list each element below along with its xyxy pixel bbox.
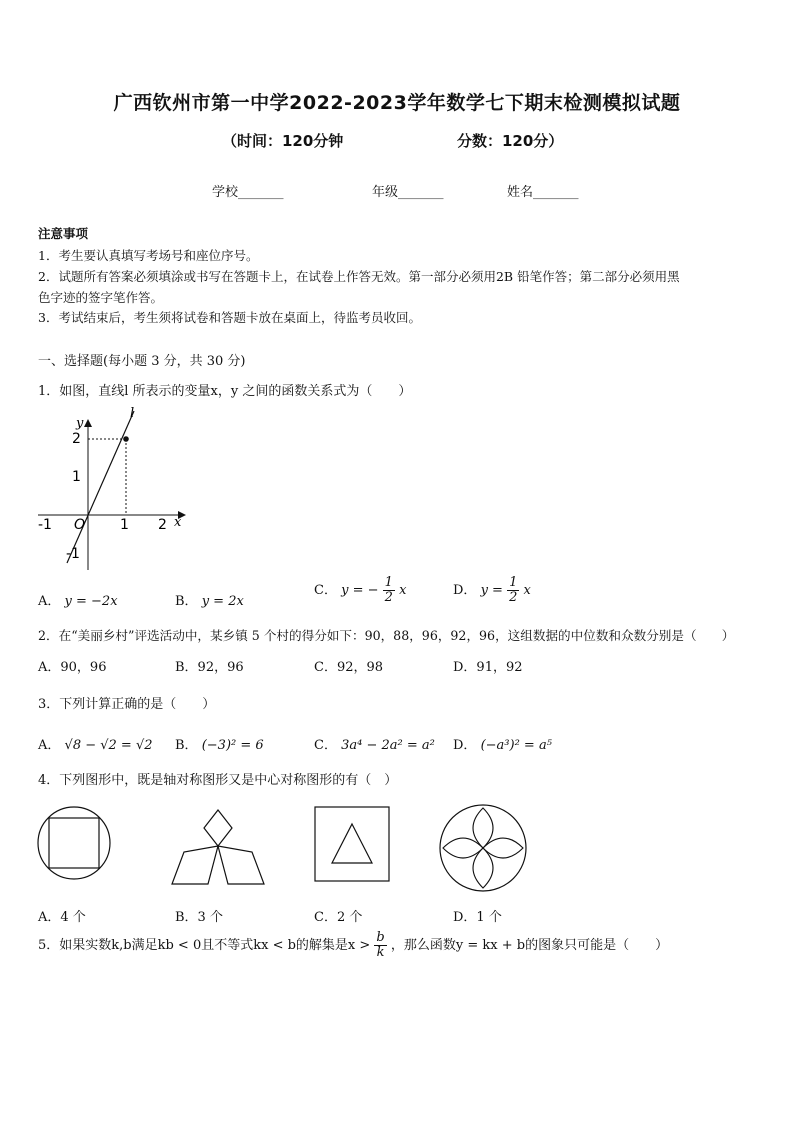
q5-stem-pre: 5．如果实数k,b满足kb < 0且不等式kx < b的解集是x > (38, 938, 371, 953)
option-label: A． (38, 594, 61, 609)
notice-heading: 注意事项 (38, 226, 89, 241)
school-field[interactable]: 学校_______ (212, 185, 284, 200)
figure-square-triangle (314, 806, 392, 884)
q4-option-b[interactable]: B．3 个 (175, 910, 223, 925)
fraction-den: k (376, 945, 385, 960)
q2-option-c[interactable]: C．92，98 (314, 660, 384, 675)
q2-option-b[interactable]: B．92，96 (175, 660, 244, 675)
option-expr: 3a⁴ − 2a² = a² (341, 738, 435, 753)
y-tick: -1 (66, 546, 80, 562)
option-label: B． (175, 738, 198, 753)
exam-title: 广西钦州市第一中学2022-2023学年数学七下期末检测模拟试题 (113, 92, 681, 114)
exam-score: 分数：120分） (457, 132, 564, 150)
x-tick: -1 (38, 517, 52, 533)
notice-item: 3．考试结束后，考生须将试卷和答题卡放在桌面上，待监考员收回。 (38, 310, 421, 325)
option-expr: (−3)² = 6 (201, 738, 264, 753)
fraction (374, 931, 386, 960)
q5-stem-post: ，那么函数y = kx + b的图象只可能是（ ） (390, 938, 669, 953)
option-expr-pre: y = − (341, 583, 379, 598)
question-5-stem (38, 931, 668, 960)
notice-item: 色字迹的签字笔作答。 (38, 290, 164, 305)
notice-item: 2．试题所有答案必须填涂或书写在答题卡上，在试卷上作答无效。第一部分必须用2B 铅笔作答；第二部分必须用黑 (38, 269, 680, 284)
question-4-stem: 4．下列图形中，既是轴对称图形又是中心对称图形的有（ ） (38, 773, 398, 788)
q1-option-a[interactable] (38, 590, 118, 609)
q4-option-d[interactable]: D．1 个 (453, 910, 502, 925)
option-label: D． (453, 738, 477, 753)
q3-option-b[interactable] (175, 734, 264, 753)
option-expr: (−a³)² = a⁵ (480, 738, 552, 753)
fraction (507, 576, 519, 605)
option-expr-pre: y = (480, 583, 503, 598)
y-tick: 1 (72, 469, 81, 485)
notice-item: 1．考生要认真填写考场号和座位序号。 (38, 248, 259, 263)
exam-time: （时间：120分钟 (222, 132, 344, 150)
option-label: A． (38, 738, 61, 753)
q1-graph (30, 405, 190, 575)
y-axis-label: y (76, 416, 84, 431)
q1-option-b[interactable] (175, 590, 244, 609)
option-expr: y = 2x (201, 594, 244, 609)
fraction (383, 576, 395, 605)
x-tick: 1 (120, 517, 129, 533)
question-3-stem: 3．下列计算正确的是（ ） (38, 697, 216, 712)
x-tick: O (74, 517, 86, 533)
line-label: l (130, 406, 135, 421)
name-field[interactable]: 姓名_______ (507, 185, 579, 200)
q2-option-d[interactable]: D．91，92 (453, 660, 523, 675)
option-label: C． (314, 738, 337, 753)
option-label: D． (453, 583, 477, 598)
option-expr: √8 − √2 = √2 (64, 738, 153, 753)
figure-circle-square (37, 805, 115, 883)
figure-three-rhombi (170, 808, 270, 888)
q3-option-c[interactable] (314, 734, 435, 753)
figure-circle-petals (439, 804, 529, 894)
q4-option-c[interactable]: C．2 个 (314, 910, 363, 925)
option-label: B． (175, 594, 198, 609)
question-2-stem: 2．在“美丽乡村”评选活动中，某乡镇 5 个村的得分如下：90，88，96，92，96，这组数据的中位数和众数分别是（ ） (38, 628, 735, 643)
fraction-den: 2 (384, 590, 393, 605)
option-expr-post: x (523, 583, 531, 598)
q4-option-a[interactable]: A．4 个 (38, 910, 86, 925)
point-1-2 (123, 436, 129, 442)
option-label: C． (314, 583, 337, 598)
q2-option-a[interactable]: A．90，96 (38, 660, 107, 675)
y-tick: 2 (72, 431, 81, 447)
x-axis-label: x (174, 515, 182, 530)
q3-option-d[interactable] (453, 734, 552, 753)
grade-field[interactable]: 年级_______ (372, 185, 444, 200)
fraction-num: 1 (509, 575, 518, 590)
question-1-stem: 1．如图，直线l 所表示的变量x，y 之间的函数关系式为（ ） (38, 384, 412, 399)
q3-option-a[interactable] (38, 734, 153, 753)
option-expr-post: x (399, 583, 407, 598)
x-tick: 2 (158, 517, 167, 533)
q1-option-c[interactable] (314, 576, 406, 605)
fraction-den: 2 (509, 590, 518, 605)
option-expr: y = −2x (64, 594, 118, 609)
section-heading: 一、选择题(每小题 3 分，共 30 分) (38, 354, 246, 369)
q1-option-d[interactable] (453, 576, 531, 605)
fraction-num: b (376, 930, 385, 945)
fraction-num: 1 (384, 575, 393, 590)
